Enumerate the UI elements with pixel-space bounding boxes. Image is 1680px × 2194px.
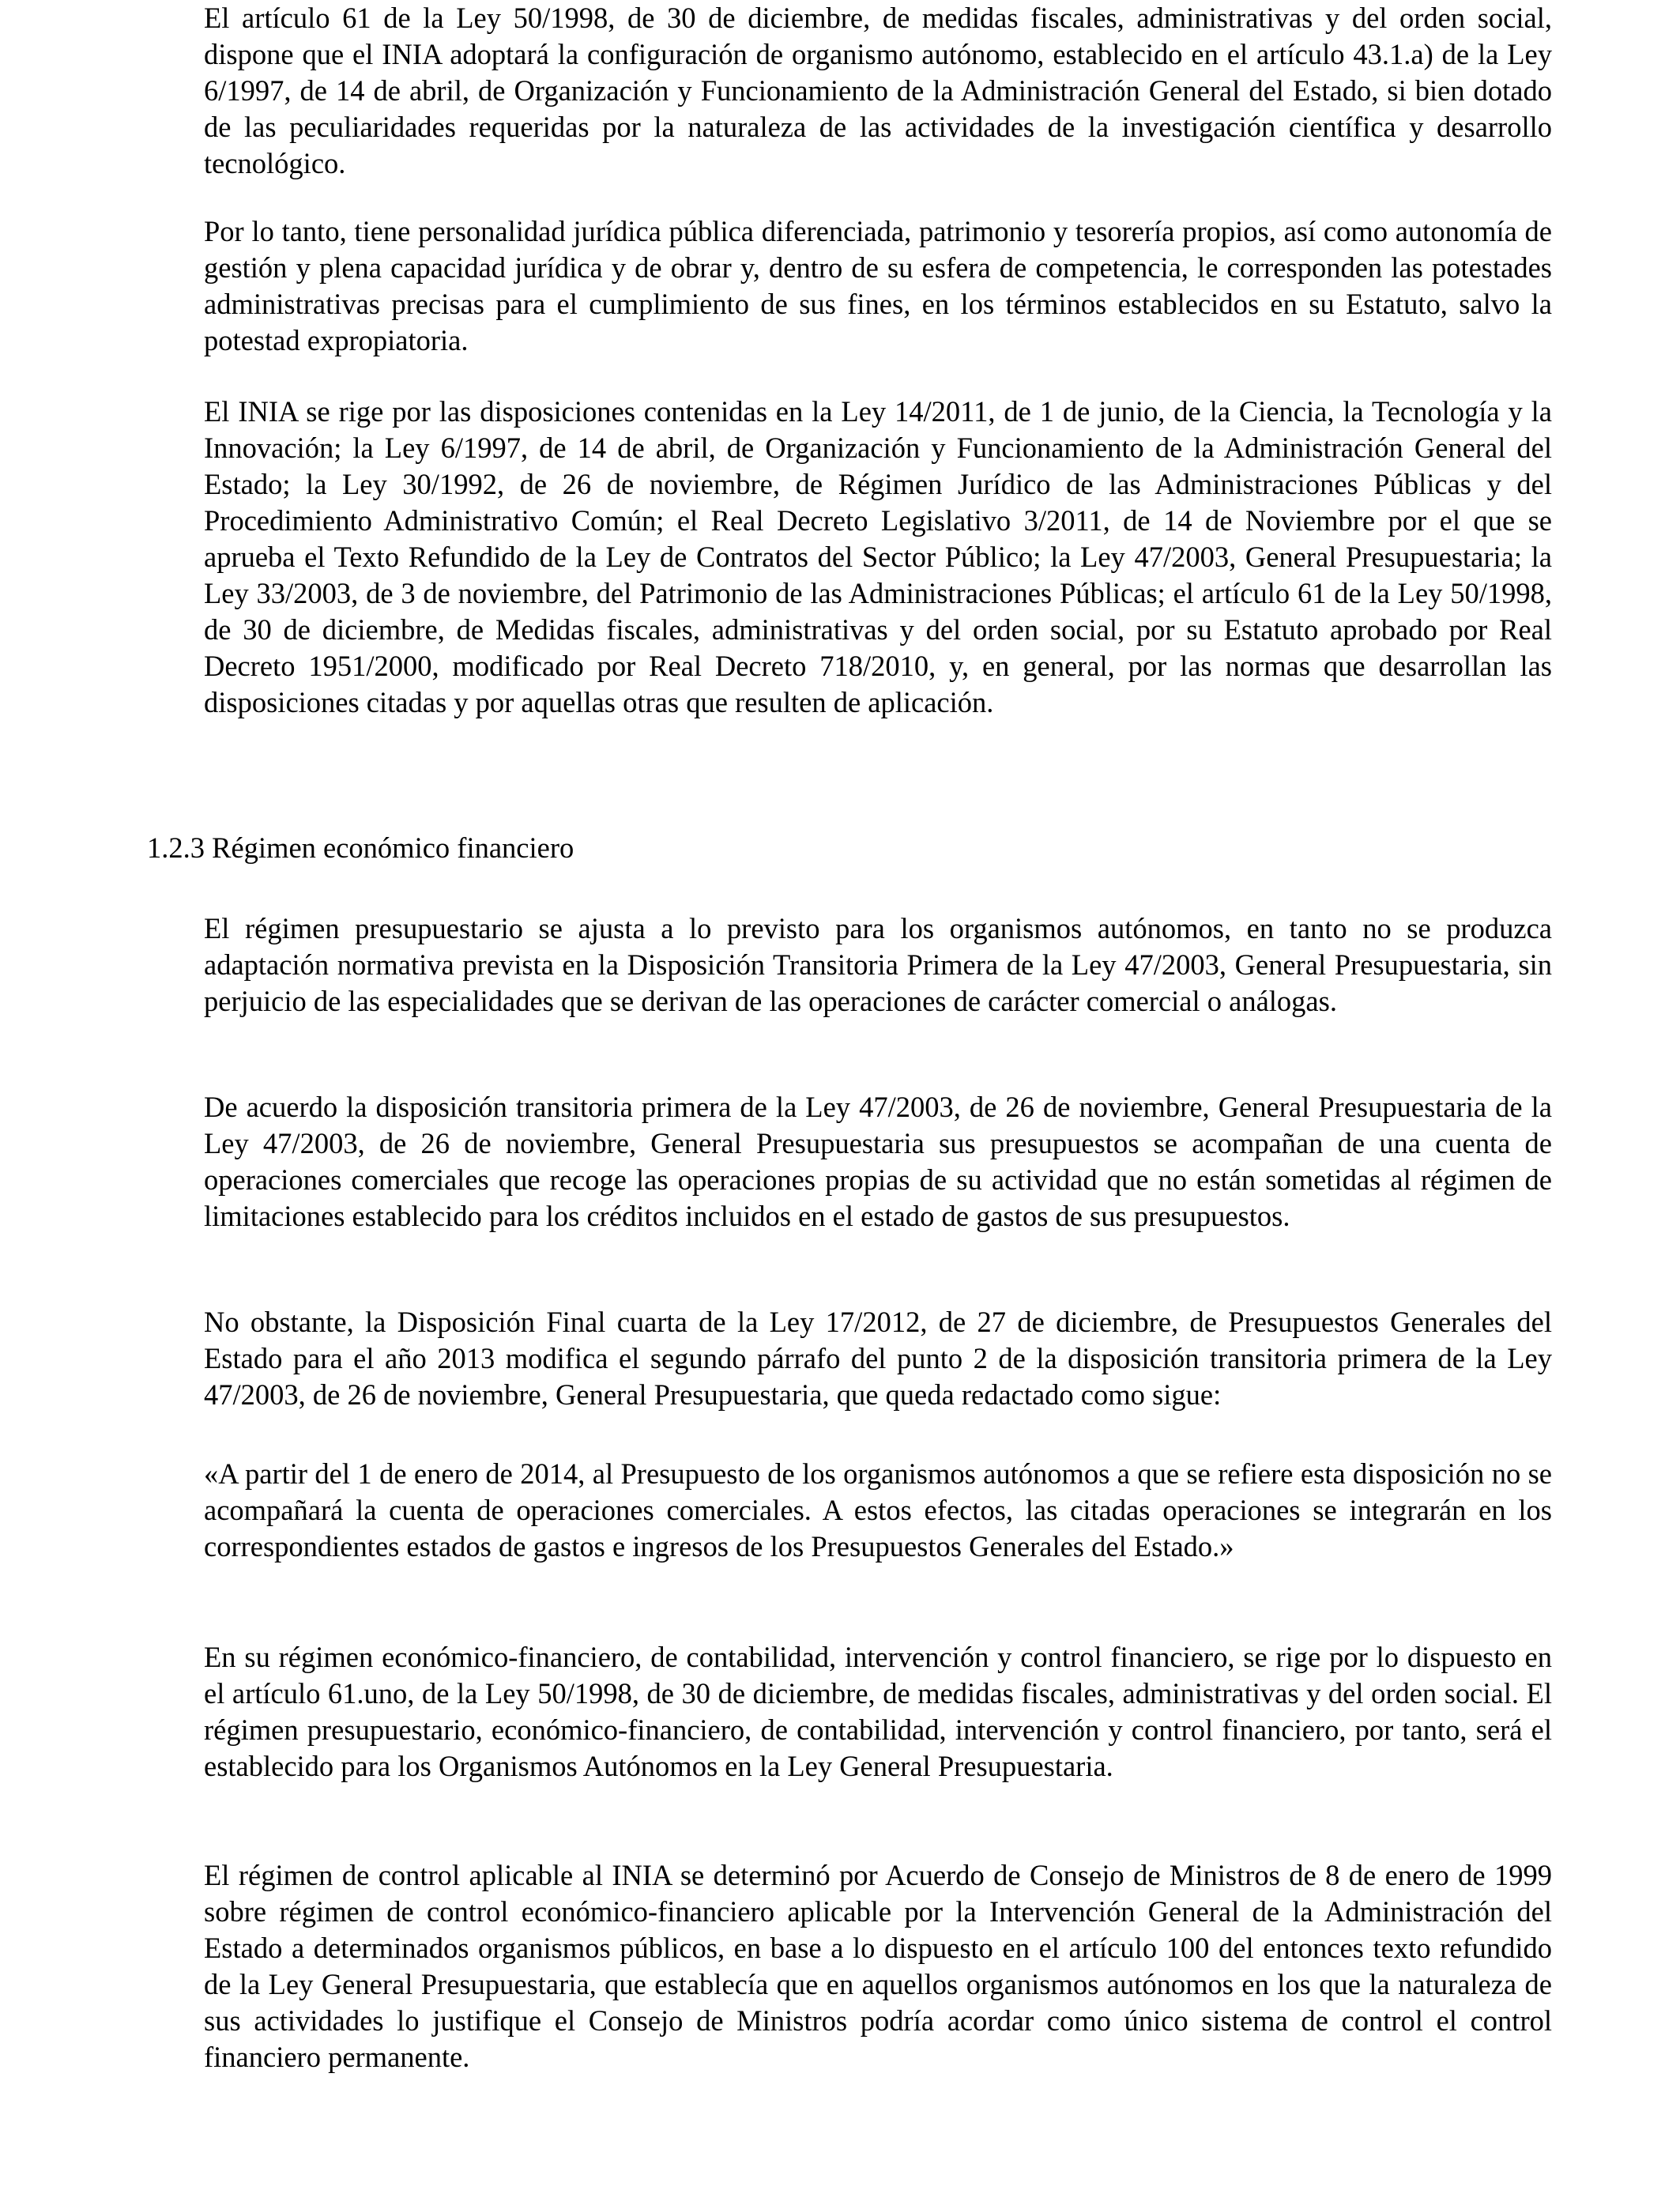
paragraph-quoted-text: «A partir del 1 de enero de 2014, al Presupuesto de los organismos autónomos a que se refiere esta disposición no se acompañará la cuenta de operaciones comerciales. A estos efectos, las citadas operaciones se integrarán en los correspondientes estados de gastos e ingresos de los Presupuestos Generales del Estado.» — [204, 1457, 1552, 1563]
paragraph-disposicion-final-cuarta: No obstante, la Disposición Final cuarta de la Ley 17/2012, de 27 de diciembre, de Presupuestos Generales del Estado para el año 2013 modifica el segundo párrafo del punto 2 de la disposición transitoria primera de la Ley 47/2003, de 26 de noviembre, General Presupuestaria, que queda redactado como sigue: — [204, 1306, 1552, 1411]
paragraph-regimen-economico-financiero: En su régimen económico-financiero, de contabilidad, intervención y control financiero, se rige por lo dispuesto en el artículo 61.uno, de la Ley 50/1998, de 30 de diciembre, de medidas fiscales, administrativas y del orden social. El régimen presupuestario, económico-financiero, de contabilidad, intervención y control financiero, por tanto, será el establecido para los Organismos Autónomos en la Ley General Presupuestaria. — [204, 1641, 1552, 1782]
paragraph-regimen-presupuestario: El régimen presupuestario se ajusta a lo previsto para los organismos autónomos, en tanto no se produzca adaptación normativa prevista en la Disposición Transitoria Primera de la Ley 47/2003, General Presupuestaria, sin perjuicio de las especialidades que se derivan de las operaciones de carácter comercial o análogas. — [204, 912, 1552, 1017]
paragraph-normativa-aplicable: El INIA se rige por las disposiciones contenidas en la Ley 14/2011, de 1 de junio, de la Ciencia, la Tecnología y la Innovación; la Ley 6/1997, de 14 de abril, de Organización y Funcionamiento de la Administración General del Estado; la Ley 30/1992, de 26 de noviembre, de Régimen Jurídico de las Administraciones Públicas y del Procedimiento Administrativo Común; el Real Decreto Legislativo 3/2011, de 14 de Noviembre por el que se aprueba el Texto Refundido de la Ley de Contratos del Sector Público; la Ley 47/2003, General Presupuestaria; la Ley 33/2003, de 3 de noviembre, del Patrimonio de las Administraciones Públicas; el artículo 61 de la Ley 50/1998, de 30 de diciembre, de Medidas fiscales, administrativas y del orden social, por su Estatuto aprobado por Real Decreto 1951/2000, modificado por Real Decreto 718/2010, y, en general, por las normas que desarrollan las disposiciones citadas y por aquellas otras que resulten de aplicación. — [204, 395, 1552, 718]
paragraph-personalidad-juridica: Por lo tanto, tiene personalidad jurídica pública diferenciada, patrimonio y tesorería propios, así como autonomía de gestión y plena capacidad jurídica y de obrar y, dentro de su esfera de competencia, le corresponden las potestades administrativas precisas para el cumplimiento de sus fines, en los términos establecidos en su Estatuto, salvo la potestad expropiatoria. — [204, 215, 1552, 356]
paragraph-inia-organismo-autonomo: El artículo 61 de la Ley 50/1998, de 30 de diciembre, de medidas fiscales, administrativas y del orden social, dispone que el INIA adoptará la configuración de organismo autónomo, establecido en el artículo 43.1.a) de la Ley 6/1997, de 14 de abril, de Organización y Funcionamiento de la Administración General del Estado, si bien dotado de las peculiaridades requeridas por la naturaleza de las actividades de la investigación científica y desarrollo tecnológico. — [204, 2, 1552, 179]
paragraph-regimen-control: El régimen de control aplicable al INIA se determinó por Acuerdo de Consejo de Ministros de 8 de enero de 1999 sobre régimen de control económico-financiero aplicable por la Intervención General de la Administración del Estado a determinados organismos públicos, en base a lo dispuesto en el artículo 100 del entonces texto refundido de la Ley General Presupuestaria, que establecía que en aquellos organismos autónomos en los que la naturaleza de sus actividades lo justifique el Consejo de Ministros podría acordar como único sistema de control el control financiero permanente. — [204, 1859, 1552, 2073]
paragraph-disposicion-transitoria: De acuerdo la disposición transitoria primera de la Ley 47/2003, de 26 de noviembre, General Presupuestaria de la Ley 47/2003, de 26 de noviembre, General Presupuestaria sus presupuestos se acompañan de una cuenta de operaciones comerciales que recoge las operaciones propias de su actividad que no están sometidas al régimen de limitaciones establecido para los créditos incluidos en el estado de gastos de sus presupuestos. — [204, 1091, 1552, 1232]
section-heading: 1.2.3 Régimen económico financiero — [147, 831, 574, 864]
